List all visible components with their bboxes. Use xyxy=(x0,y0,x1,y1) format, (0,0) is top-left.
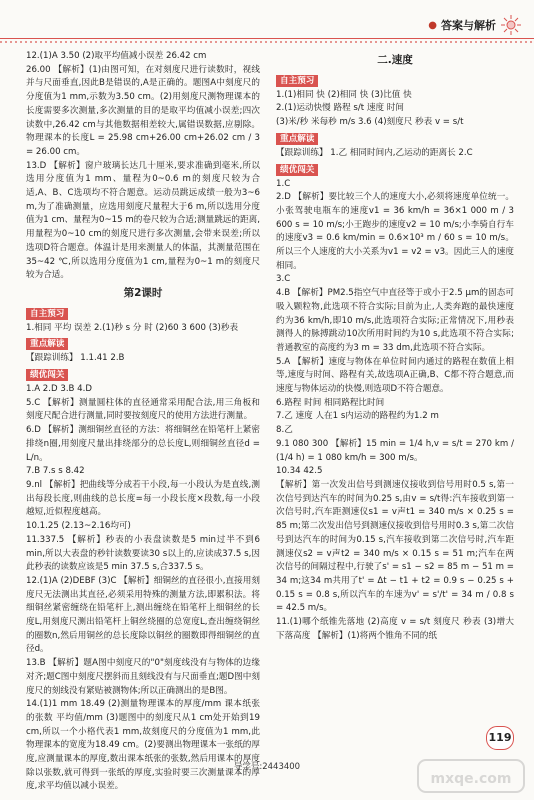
answer-paragraph: 11.(1)哪个纸锥先落地 (2)高度 v = s/t 刻度尺 秒表 (3)增大下落高度 【解析】(1)将两个锥角不同的纸 xyxy=(276,617,514,641)
answer-paragraph: 12.(1)A (2)DEBF (3)C 【解析】细铜丝的直径很小,直接用刻度尺无法测出其直径,必须采用特殊的测量方法,即累积法。将细铜丝紧密缠绕在铅笔杆上,测出缠绕在铅笔杆上细铜丝的长度L,用刻度尺测出铅笔杆上铜丝绕圈的总宽度L,查出缠绕铜丝的圈数n,然后用铜丝的总长度除以铜丝的圈数即得细铜丝的直径d。 xyxy=(26,575,260,655)
section-tag-row xyxy=(26,305,260,322)
answer-paragraph: 3.C xyxy=(276,274,291,285)
sun-flower-icon xyxy=(500,14,522,36)
answer-paragraph: 5.A 【解析】速度与物体在单位时间内通过的路程在数值上相等,速度与时间、路程有关,故选项A正确,B、C都不符合题意,而速度与物体运动的快慢,则选项D不符合题意。 xyxy=(276,356,514,395)
left-column xyxy=(26,50,260,794)
footer-code: 导学号:2443400 xyxy=(233,762,301,772)
page-header xyxy=(428,14,522,36)
header-dotted-rule xyxy=(0,41,534,43)
answer-paragraph: 5.C 【解析】测量圆柱体的直径通常采用配合法,用三角板和刻度尺配合进行测量,同时要按刻度尺的使用方法进行测量。 xyxy=(26,397,260,422)
section-tag-row xyxy=(276,130,514,147)
header-rule xyxy=(0,38,534,39)
answer-paragraph: 1.A 2.D 3.B 4.D xyxy=(26,384,93,395)
section-tag-row xyxy=(276,72,514,89)
answer-paragraph: 7.乙 速度 人在1 s内运动的路程约为1.2 m xyxy=(276,411,439,422)
watermark-logo xyxy=(416,756,526,796)
answer-paragraph: 4.B 【解析】PM2.5指空气中直径等于或小于2.5 μm的固态可吸入颗粒物,此选项不符合实际;目前为止,人类奔跑的最快速度约为36 km/h,即10 m/s,此选项符合实际;正常情况下,用秒表测得人的脉搏跳动10次所用时间约为10 s,此选项不符合实际;普通教室的高度约为3 m = 33 dm,此选项不符合实际。 xyxy=(276,288,514,353)
section-tag-row xyxy=(26,335,260,352)
answer-paragraph: 1.相同 平均 误差 2.(1)秒 s 分 时 (2)60 3 600 (3)秒表 xyxy=(26,322,239,333)
section-tag: 绩优闯关 xyxy=(276,164,318,176)
answer-paragraph: 13.B 【解析】题A图中刻度尺的"0"刻度线没有与物体的边缘对齐;题C图中刻度尺摆斜而且刻线没有与尺面垂直;题D图中刻度尺的刻线没有紧贴被测物体;所以正确测出的是B图。 xyxy=(26,658,260,696)
answer-paragraph: 11.337.5 【解析】秒表的小表盘读数是5 min过半不到6 min,所以大表盘的秒针读数要读30 s以上的,应读成37.5 s,因此秒表的读数应该是5 min 37.5 s,合337.5 s。 xyxy=(26,534,260,573)
svg-text:mxqe.com: mxqe.com xyxy=(430,771,512,787)
answer-paragraph: 【跟踪训练】 1.乙 相同时间内,乙运动的距离长 2.C xyxy=(276,147,473,158)
answer-paragraph: 【跟踪训练】 1.1.41 2.B xyxy=(26,353,125,364)
answer-paragraph: 12.(1)A 3.50 (2)取平均值减小误差 26.42 cm xyxy=(26,51,207,61)
section-tag-row xyxy=(26,366,260,383)
page-number: 119 xyxy=(486,726,514,750)
right-column xyxy=(276,50,514,643)
answer-paragraph: 2.(1)运动快慢 路程 s/t 速度 时间 xyxy=(276,103,404,114)
section-tag: 自主预习 xyxy=(26,308,68,320)
answer-paragraph: 9.nl 【解析】把曲线等分成若干小段,每一小段认为是直线,测出每段长度,则曲线的总长度=每一小段长度×段数,每一小段越短,近似程度越高。 xyxy=(26,479,260,518)
answer-paragraph: 10.1.25 (2.13~2.16均可) xyxy=(26,521,131,532)
answer-paragraph: 14.(1)1 mm 18.49 (2)测量物理课本的厚度/mm 课本纸张的张数 平均值/mm (3)题图中的刻度尺从1 cm处开始到19 cm,所以一个小格代表1 mm,故刻度尺的分度值为1 mm,此物理课本的宽度为18.49 cm。(2)要测出物理课本一张纸的厚度,应测量课本的厚度,数出课本纸张的张数,然后用课本的厚度除以张数,就可得到一张纸的厚度,实验时要三次测量课本的厚度,求平均值以减小误差。 xyxy=(26,699,260,792)
answer-paragraph: 7.B 7.s s 8.42 xyxy=(26,466,85,477)
answer-paragraph: 6.路程 时间 相同路程比时间 xyxy=(276,397,385,408)
answer-paragraph: 26.00 【解析】(1)由图可知，在对刻度尺进行读数时，视线并与尺面垂直,因此B是错误的,A是正确的。题图A中刻度尺的分度值为1 mm,示数为3.50 cm。(2)用刻度尺测物理课本的长度需要多次测量,多次测量的目的是取平均值减小误差;四次读数中,26.42 cm与其他数据相差较大,属错误数据,应剔除。物理课本的长度L = 25.98 cm+26.00 cm+26.02 cm / 3 = 26.00 cm。 xyxy=(26,64,260,157)
answer-paragraph: 2.D 【解析】要比较三个人的速度大小,必须将速度单位统一。小张驾驶电瓶车的速度v1 = 36 km/h = 36×1 000 m / 3 600 s = 10 m/s;小王跑步的速度v2 = 10 m/s;小李骑自行车的速度v3 = 0.6 km/min = 0.6×10³ m / 60 s = 10 m/s。所以三个人速度的大小关系为v1 = v2 = v3。因此三人的速度相同。 xyxy=(276,192,514,271)
answer-paragraph: 13.D 【解析】窗户玻璃长达几十厘米,要求准确到毫米,所以选用分度值为1 mm、量程为0~0.6 m的刻度尺较为合适,A、B、C选项均不符合题意。运动员跳远成绩一般为3~6 m,为了准确测量，应选用刻度尺量程大于6 m,所以选用分度值为1 cm、量程为0~15 m的卷尺较为合适;测量跳远的距离,用量程为0~10 cm的刻度尺进行多次测量,会带来误差;所以选项D符合题意。体温计是用来测量人的体温，其测量范围在35~42 ℃,所以选用分度值为1 cm,量程为0~1 m的刻度尺较为合适。 xyxy=(26,160,260,281)
section-tag-row xyxy=(276,161,514,178)
answer-paragraph: 8.乙 xyxy=(276,425,293,436)
section-tag: 重点解读 xyxy=(26,338,68,350)
section-tag: 重点解读 xyxy=(276,133,318,145)
answer-paragraph: 【解析】第一次发出信号到测速仪接收到信号用时0.5 s,第一次信号到达汽车的时间为0.25 s,由v = s/t得:汽车接收到第一次信号时,汽车距测速仪s1 = v声t1 = 340 m/s × 0.25 s = 85 m;第二次发出信号到测速仪接收到信号用时0.3 s,第二次信号到达汽车的时间为0.15 s,汽车接收到第二次信号时,汽车距测速仪s2 = v声t2 = 340 m/s × 0.15 s = 51 m;汽车在两次信号的间隔过程中,行驶了s' = s1 − s2 = 85 m − 51 m = 34 m;这34 m共用了t' = Δt − t1 + t2 = 0.9 s − 0.25 s + 0.15 s = 0.8 s,所以汽车的车速为v' = s'/t' = 34 m / 0.8 s = 42.5 m/s。 xyxy=(276,479,514,614)
answer-paragraph: 10.34 42.5 xyxy=(276,466,323,477)
section-tag: 自主预习 xyxy=(276,75,318,87)
dot-icon: ● xyxy=(428,19,437,31)
header-title: 答案与解析 xyxy=(441,19,496,32)
section-title: 第2课时 xyxy=(123,286,163,299)
answer-paragraph: (3)米/秒 米每秒 m/s 3.6 (4)刻度尺 秒表 v = s/t xyxy=(276,117,464,128)
answer-paragraph: 6.D 【解析】测细铜丝直径的方法：将细铜丝在铅笔杆上紧密排绕n圈,用刻度尺量出排绕部分的总长度L,则细铜丝直径d = L/n。 xyxy=(26,425,260,463)
answer-paragraph: 1.(1)相同 快 (2)相同 快 (3)比值 快 xyxy=(276,89,412,100)
section-title: 二.速度 xyxy=(377,54,413,66)
answer-paragraph: 9.1 080 300 【解析】15 min = 1/4 h,v = s/t = 270 km / (1/4 h) = 1 080 km/h = 300 m/s。 xyxy=(276,438,514,463)
answer-paragraph: 1.C xyxy=(276,178,291,189)
section-tag: 绩优闯关 xyxy=(26,369,68,381)
